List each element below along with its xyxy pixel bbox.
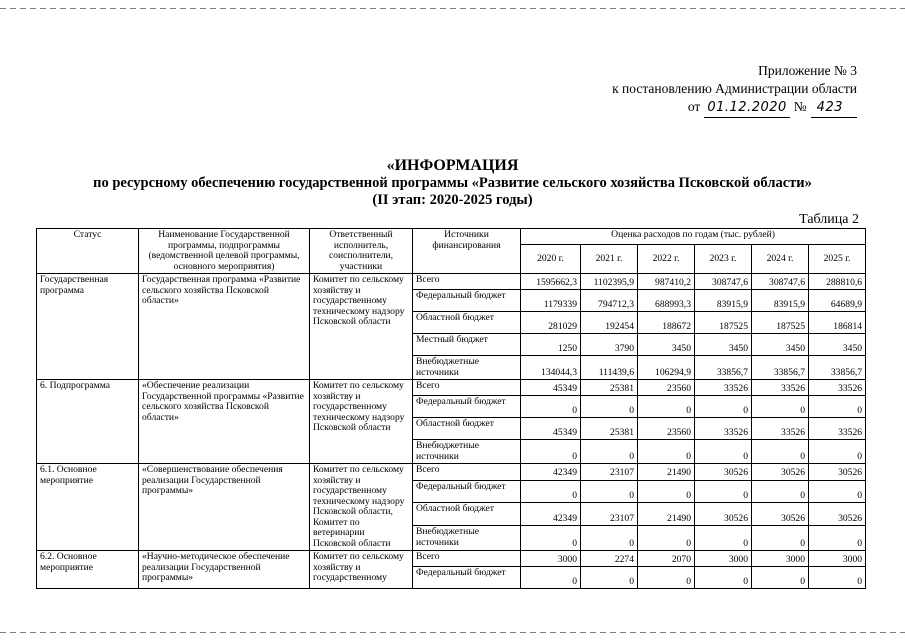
row-value: 0 xyxy=(809,396,866,418)
row-value: 0 xyxy=(809,567,866,589)
row-value: 0 xyxy=(752,396,809,418)
row-source: Местный бюджет xyxy=(413,334,521,356)
row-program-name: «Обеспечение реализации Государственной программы «Развитие сельского хозяйства Псковской области» xyxy=(139,380,310,464)
row-status: 6. Подпрограмма xyxy=(37,380,139,464)
table-row xyxy=(37,380,866,396)
table-body xyxy=(37,274,866,589)
row-value: 83915,9 xyxy=(752,290,809,312)
row-value: 0 xyxy=(581,480,638,503)
row-source: Областной бюджет xyxy=(413,312,521,334)
row-value: 0 xyxy=(521,526,581,551)
row-executor: Комитет по сельскому хозяйству и государственному техническому надзору Псковской области, Комитет по ветеринарии Псковской области xyxy=(310,464,413,551)
row-program-name: Государственная программа «Развитие сельского хозяйства Псковской области» xyxy=(139,274,310,380)
row-value: 0 xyxy=(695,440,752,464)
row-value: 0 xyxy=(521,480,581,503)
row-value: 33856,7 xyxy=(752,356,809,380)
row-value: 987410,2 xyxy=(638,274,695,290)
row-value: 187525 xyxy=(752,312,809,334)
row-value: 1102395,9 xyxy=(581,274,638,290)
row-source: Внебюджетные источники xyxy=(413,440,521,464)
header-year: 2020 г. xyxy=(521,245,581,274)
row-value: 3790 xyxy=(581,334,638,356)
header-estimate: Оценка расходов по годам (тыс. рублей) xyxy=(521,229,866,245)
row-value: 186814 xyxy=(809,312,866,334)
row-source: Всего xyxy=(413,464,521,481)
row-status: 6.2. Основное мероприятие xyxy=(37,551,139,589)
row-value: 1595662,3 xyxy=(521,274,581,290)
row-value: 0 xyxy=(638,396,695,418)
row-value: 30526 xyxy=(752,464,809,481)
row-value: 111439,6 xyxy=(581,356,638,380)
row-source: Федеральный бюджет xyxy=(413,396,521,418)
row-source: Всего xyxy=(413,274,521,290)
row-value: 0 xyxy=(581,440,638,464)
row-value: 3450 xyxy=(752,334,809,356)
number-label: № xyxy=(793,99,807,114)
row-source: Федеральный бюджет xyxy=(413,290,521,312)
row-value: 33856,7 xyxy=(695,356,752,380)
row-value: 0 xyxy=(581,526,638,551)
row-value: 3450 xyxy=(809,334,866,356)
row-source: Федеральный бюджет xyxy=(413,567,521,589)
row-value: 23560 xyxy=(638,418,695,440)
row-value: 3000 xyxy=(752,551,809,567)
row-value: 3000 xyxy=(695,551,752,567)
row-value: 33526 xyxy=(752,380,809,396)
row-program-name: «Совершенствование обеспечения реализации Государственной программы» xyxy=(139,464,310,551)
row-value: 0 xyxy=(581,567,638,589)
header-source: Источники финансирования xyxy=(413,229,521,274)
row-value: 3000 xyxy=(809,551,866,567)
row-value: 30526 xyxy=(752,503,809,526)
row-value: 794712,3 xyxy=(581,290,638,312)
row-value: 30526 xyxy=(695,464,752,481)
row-value: 33856,7 xyxy=(809,356,866,380)
appendix-header xyxy=(612,62,857,118)
row-value: 30526 xyxy=(809,503,866,526)
doc-title: «ИНФОРМАЦИЯ xyxy=(386,157,519,174)
appendix-number: Приложение № 3 xyxy=(758,63,857,78)
date-line xyxy=(612,98,857,118)
row-status: 6.1. Основное мероприятие xyxy=(37,464,139,551)
row-executor: Комитет по сельскому хозяйству и государственному техническому надзору Псковской области xyxy=(310,274,413,380)
row-value: 0 xyxy=(809,526,866,551)
doc-subtitle: по ресурсному обеспечению государственной программы «Развитие сельского хозяйства Псковской области» xyxy=(93,175,812,191)
header-year: 2023 г. xyxy=(695,245,752,274)
resource-table xyxy=(36,228,866,589)
row-value: 25381 xyxy=(581,380,638,396)
row-value: 3000 xyxy=(521,551,581,567)
table-row xyxy=(37,551,866,567)
row-value: 33526 xyxy=(695,418,752,440)
row-value: 33526 xyxy=(752,418,809,440)
row-source: Внебюджетные источники xyxy=(413,526,521,551)
row-value: 23560 xyxy=(638,380,695,396)
row-value: 33526 xyxy=(695,380,752,396)
row-value: 308747,6 xyxy=(752,274,809,290)
row-program-name: «Научно-методическое обеспечение реализации Государственной программы» xyxy=(139,551,310,589)
scan-edge-top xyxy=(0,8,905,9)
row-value: 192454 xyxy=(581,312,638,334)
row-value: 21490 xyxy=(638,503,695,526)
header-year: 2024 г. xyxy=(752,245,809,274)
resolution-date: 01.12.2020 xyxy=(704,99,789,118)
row-value: 42349 xyxy=(521,464,581,481)
row-value: 33526 xyxy=(809,418,866,440)
table-row xyxy=(37,274,866,290)
row-source: Федеральный бюджет xyxy=(413,480,521,503)
row-source: Всего xyxy=(413,380,521,396)
row-value: 0 xyxy=(695,396,752,418)
row-value: 0 xyxy=(638,526,695,551)
row-value: 64689,9 xyxy=(809,290,866,312)
row-value: 0 xyxy=(752,440,809,464)
row-value: 0 xyxy=(752,480,809,503)
doc-period: (II этап: 2020-2025 годы) xyxy=(372,192,533,208)
row-value: 0 xyxy=(809,480,866,503)
row-value: 21490 xyxy=(638,464,695,481)
row-value: 0 xyxy=(521,567,581,589)
row-value: 0 xyxy=(809,440,866,464)
header-year: 2025 г. xyxy=(809,245,866,274)
header-year: 2021 г. xyxy=(581,245,638,274)
from-label: от xyxy=(687,99,701,114)
row-value: 281029 xyxy=(521,312,581,334)
row-value: 0 xyxy=(521,440,581,464)
row-value: 188672 xyxy=(638,312,695,334)
row-source: Областной бюджет xyxy=(413,503,521,526)
row-value: 33526 xyxy=(809,380,866,396)
row-value: 0 xyxy=(752,526,809,551)
row-value: 23107 xyxy=(581,464,638,481)
row-value: 0 xyxy=(638,567,695,589)
row-value: 30526 xyxy=(809,464,866,481)
row-value: 1250 xyxy=(521,334,581,356)
header-year: 2022 г. xyxy=(638,245,695,274)
table-label: Таблица 2 xyxy=(799,212,859,227)
row-value: 0 xyxy=(752,567,809,589)
row-value: 134044,3 xyxy=(521,356,581,380)
row-value: 2274 xyxy=(581,551,638,567)
row-value: 3450 xyxy=(638,334,695,356)
resolution-line: к постановлению Администрации области xyxy=(612,81,857,96)
row-executor: Комитет по сельскому хозяйству и государственному xyxy=(310,551,413,589)
row-status: Государственная программа xyxy=(37,274,139,380)
row-value: 1179339 xyxy=(521,290,581,312)
row-value: 42349 xyxy=(521,503,581,526)
row-value: 30526 xyxy=(695,503,752,526)
row-value: 0 xyxy=(521,396,581,418)
header-status: Статус xyxy=(37,229,139,274)
header-name: Наименование Государственной программы, подпрограммы (ведомственной целевой программы, основного мероприятия) xyxy=(139,229,310,274)
row-value: 0 xyxy=(638,440,695,464)
row-source: Всего xyxy=(413,551,521,567)
row-value: 106294,9 xyxy=(638,356,695,380)
row-executor: Комитет по сельскому хозяйству и государственному техническому надзору Псковской области xyxy=(310,380,413,464)
scan-edge-bottom xyxy=(0,632,905,633)
row-value: 288810,6 xyxy=(809,274,866,290)
row-value: 2070 xyxy=(638,551,695,567)
row-value: 0 xyxy=(695,567,752,589)
row-value: 688993,3 xyxy=(638,290,695,312)
header-executor: Ответственный исполнитель, соисполнители, участники xyxy=(310,229,413,274)
row-value: 0 xyxy=(638,480,695,503)
row-value: 45349 xyxy=(521,418,581,440)
row-value: 0 xyxy=(695,480,752,503)
table-row xyxy=(37,464,866,481)
row-value: 45349 xyxy=(521,380,581,396)
row-value: 23107 xyxy=(581,503,638,526)
row-value: 0 xyxy=(581,396,638,418)
resolution-number: 423 xyxy=(811,99,857,118)
row-source: Внебюджетные источники xyxy=(413,356,521,380)
row-value: 83915,9 xyxy=(695,290,752,312)
row-value: 308747,6 xyxy=(695,274,752,290)
row-value: 25381 xyxy=(581,418,638,440)
row-source: Областной бюджет xyxy=(413,418,521,440)
row-value: 3450 xyxy=(695,334,752,356)
row-value: 0 xyxy=(695,526,752,551)
row-value: 187525 xyxy=(695,312,752,334)
